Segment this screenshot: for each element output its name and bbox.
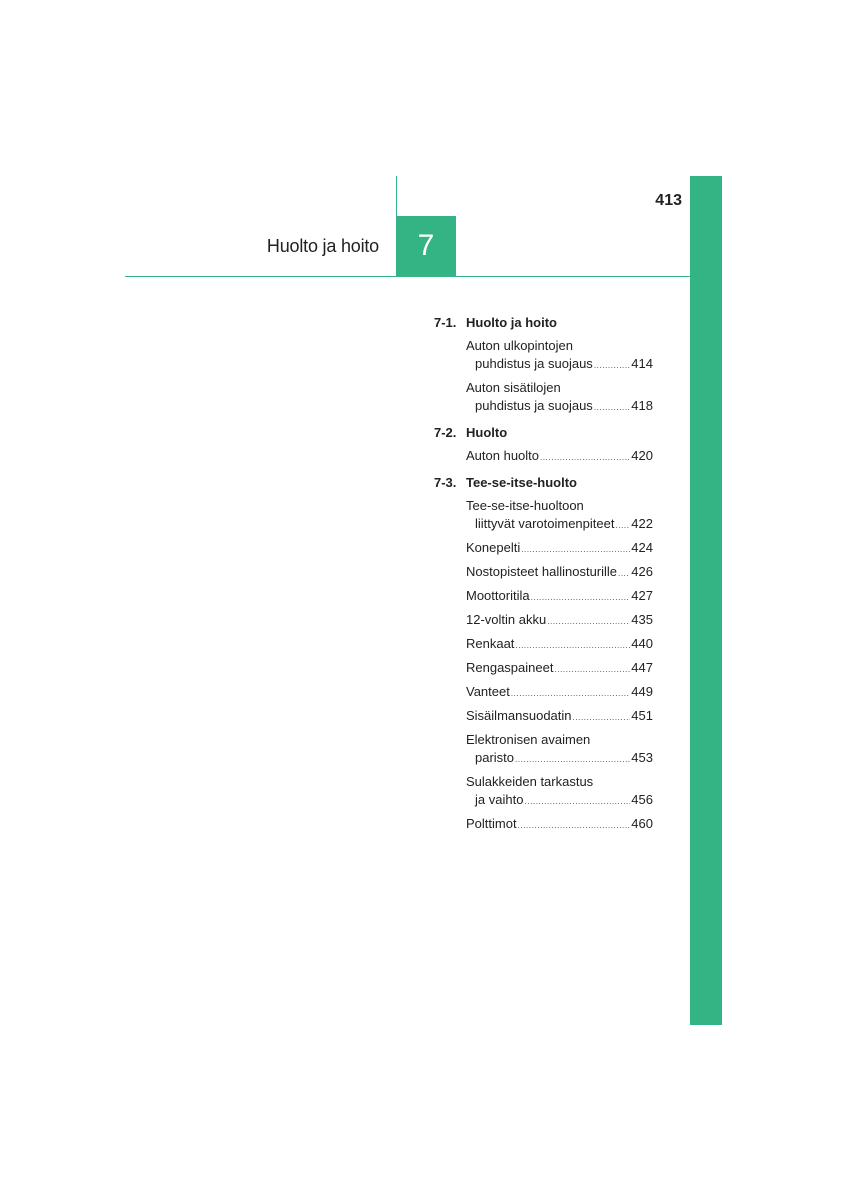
toc-entry[interactable]	[466, 563, 653, 583]
toc-entry[interactable]	[466, 379, 653, 417]
toc-entry-label: Polttimot	[466, 816, 517, 831]
toc-entry-label: Konepelti	[466, 540, 521, 555]
toc-entry-page: 426	[631, 564, 653, 579]
toc-section-7-2[interactable]	[434, 423, 653, 443]
toc-entry-page: 447	[631, 660, 653, 675]
toc-entry[interactable]	[466, 773, 653, 811]
dot-leader	[615, 517, 630, 535]
toc-entry[interactable]	[466, 587, 653, 607]
toc-section-7-3[interactable]	[434, 473, 653, 493]
dot-leader	[531, 589, 631, 607]
toc-entry-label: Vanteet	[466, 684, 510, 699]
chapter-side-tab	[690, 176, 722, 1025]
toc-entry-label: puhdistus ja suojaus	[475, 398, 593, 413]
dot-leader	[547, 613, 630, 631]
toc-entry-label: liittyvät varotoimenpiteet	[475, 516, 615, 531]
toc-section-7-1[interactable]	[434, 313, 653, 333]
dot-leader	[521, 541, 630, 559]
toc-entry[interactable]	[466, 539, 653, 559]
toc-entry-page: 456	[631, 792, 653, 807]
toc-entry-line1: Auton sisätilojen	[466, 380, 561, 395]
toc-entry-label: Nostopisteet hallinosturille	[466, 564, 618, 579]
dot-leader	[573, 709, 631, 727]
toc-entry-line1: Tee-se-itse-huoltoon	[466, 498, 584, 513]
chapter-number-box	[396, 216, 456, 276]
dot-leader	[594, 357, 630, 375]
toc-entry-page: 440	[631, 636, 653, 651]
dot-leader	[524, 793, 630, 811]
toc-entry[interactable]	[466, 815, 653, 835]
toc-entry-label: Renkaat	[466, 636, 515, 651]
toc-entry[interactable]	[466, 447, 653, 467]
toc-entry[interactable]	[466, 635, 653, 655]
section-title: Huolto	[466, 425, 508, 440]
dot-leader	[594, 399, 630, 417]
toc-entry-page: 435	[631, 612, 653, 627]
toc-entry-label: Rengaspaineet	[466, 660, 554, 675]
toc-entry-line1: Sulakkeiden tarkastus	[466, 774, 594, 789]
toc-entry-page: 418	[631, 398, 653, 413]
dot-leader	[554, 661, 630, 679]
toc-entry-label: paristo	[475, 750, 515, 765]
table-of-contents	[434, 313, 653, 835]
toc-entry-label: 12-voltin akku	[466, 612, 547, 627]
dot-leader	[618, 565, 630, 583]
toc-entry-page: 414	[631, 356, 653, 371]
toc-entry-line1: Elektronisen avaimen	[466, 732, 591, 747]
toc-entry-label: Moottoritila	[466, 588, 530, 603]
dot-leader	[518, 817, 631, 835]
toc-entry[interactable]	[466, 611, 653, 631]
dot-leader	[540, 449, 630, 467]
toc-entry-page: 453	[631, 750, 653, 765]
toc-entry[interactable]	[466, 683, 653, 703]
dot-leader	[515, 751, 630, 769]
toc-entry-page: 460	[631, 816, 653, 831]
toc-entry[interactable]	[466, 707, 653, 727]
toc-entry-page: 451	[631, 708, 653, 723]
header-vertical-rule	[396, 176, 397, 216]
dot-leader	[515, 637, 630, 655]
header-horizontal-rule	[125, 276, 690, 277]
toc-entry[interactable]	[466, 659, 653, 679]
section-number: 7-2.	[434, 425, 457, 440]
toc-entry-page: 427	[631, 588, 653, 603]
chapter-title: Huolto ja hoito	[266, 236, 379, 256]
toc-entry[interactable]	[466, 497, 653, 535]
chapter-number: 7	[417, 229, 435, 262]
section-title: Huolto ja hoito	[466, 315, 557, 330]
toc-entry-page: 422	[631, 516, 653, 531]
toc-entry-page: 424	[631, 540, 653, 555]
toc-entry-label: puhdistus ja suojaus	[475, 356, 593, 371]
toc-entry-label: Sisäilmansuodatin	[466, 708, 572, 723]
toc-entry-label: Auton huolto	[466, 448, 540, 463]
toc-entry-page: 449	[631, 684, 653, 699]
toc-entry[interactable]	[466, 337, 653, 375]
section-number: 7-1.	[434, 315, 457, 330]
toc-entry[interactable]	[466, 731, 653, 769]
page-number: 413	[655, 192, 682, 209]
section-title: Tee-se-itse-huolto	[466, 475, 577, 490]
toc-entry-line1: Auton ulkopintojen	[466, 338, 573, 353]
section-number: 7-3.	[434, 475, 457, 490]
toc-entry-label: ja vaihto	[475, 792, 524, 807]
toc-entry-page: 420	[631, 448, 653, 463]
dot-leader	[511, 685, 630, 703]
